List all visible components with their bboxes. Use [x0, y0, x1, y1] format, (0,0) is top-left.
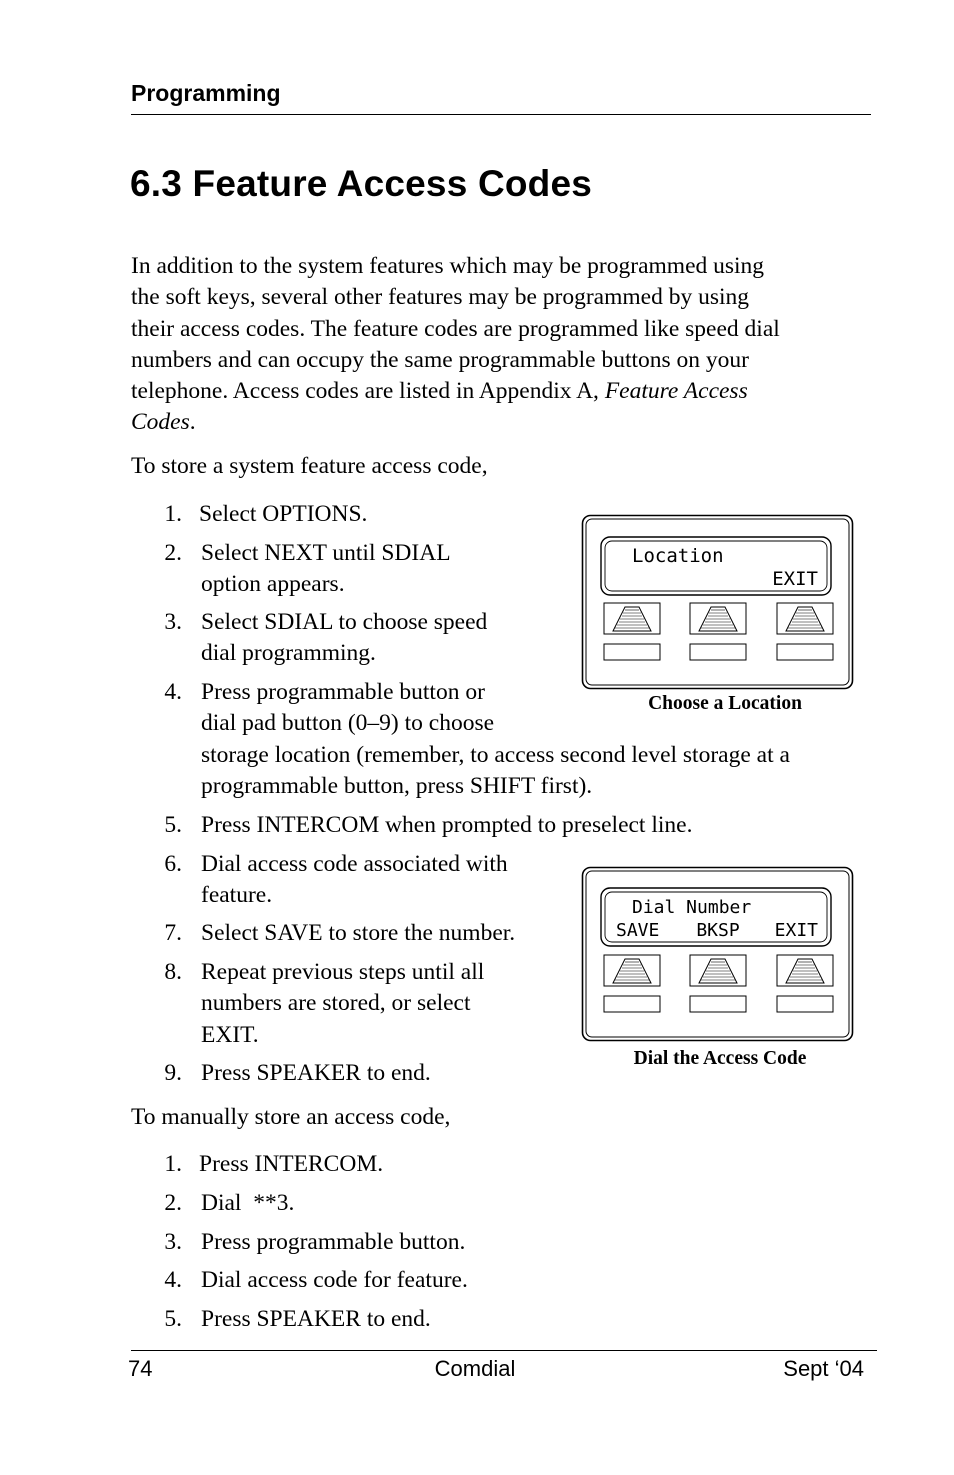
soft-key-2 — [690, 603, 746, 660]
phone-display-location-figure — [581, 514, 854, 690]
intro-line: the soft keys, several other features may be programmed by using — [131, 284, 749, 311]
list-item: 3. Press programmable button. — [164, 1229, 466, 1255]
manual-procedure-lead: To manually store an access code, — [131, 1104, 451, 1130]
intro-line: Codes. — [131, 409, 196, 436]
list-item: 1. Select OPTIONS. — [164, 501, 368, 527]
soft-key-1 — [604, 955, 660, 1012]
header-rule — [131, 114, 871, 115]
appendix-reference: Codes — [131, 409, 190, 436]
softkey-label-bksp: BKSP — [696, 920, 740, 941]
figure-caption: Choose a Location — [648, 693, 802, 714]
soft-key-1 — [604, 603, 660, 660]
footer-date: Sept ‘04 — [783, 1356, 864, 1381]
list-item: 7. Select SAVE to store the number. — [164, 920, 516, 946]
list-item: 3. Select SDIAL to choose speed dial programming. — [164, 609, 488, 667]
softkey-label-save: SAVE — [616, 920, 660, 941]
footer-rule — [131, 1350, 877, 1351]
footer-publisher: Comdial — [434, 1356, 516, 1381]
list-item: 4. Press programmable button or dial pad button (0–9) to choose storage location (remember, to access second level storage at a programmable button, press SHIFT first). — [164, 679, 790, 799]
appendix-reference: Feature Access — [604, 378, 748, 405]
display-line1: Dial Number — [632, 897, 752, 918]
intro-line: numbers and can occupy the same programmable buttons on your — [131, 346, 750, 373]
intro-line: their access codes. The feature codes are programmed like speed dial — [131, 315, 780, 342]
display-exit-label: EXIT — [772, 568, 818, 590]
system-procedure-lead: To store a system feature access code, — [131, 453, 488, 479]
list-item: 9. Press SPEAKER to end. — [164, 1060, 431, 1086]
section-header: Programming — [131, 80, 281, 106]
intro-line: telephone. Access codes are listed in Appendix A, Feature Access — [131, 378, 748, 405]
list-item: 6. Dial access code associated with feature. — [164, 851, 508, 909]
list-item: 2. Dial **3. — [164, 1190, 295, 1216]
softkey-label-exit: EXIT — [774, 920, 818, 941]
list-item: 4. Dial access code for feature. — [164, 1267, 468, 1293]
phone-display-dial-number-figure — [581, 866, 854, 1042]
intro-line: In addition to the system features which may be programmed using — [131, 253, 765, 279]
soft-key-3 — [777, 955, 833, 1012]
page-number: 74 — [128, 1356, 153, 1381]
list-item: 1. Press INTERCOM. — [164, 1151, 384, 1177]
display-line1: Location — [632, 545, 724, 567]
page-title: 6.3 Feature Access Codes — [130, 163, 593, 204]
figure-caption: Dial the Access Code — [633, 1048, 807, 1069]
list-item: 5. Press INTERCOM when prompted to preselect line. — [164, 812, 693, 838]
list-item: 2. Select NEXT until SDIAL option appears. — [164, 540, 451, 598]
soft-key-2 — [690, 955, 746, 1012]
intro-paragraph — [131, 251, 871, 439]
list-item: 5. Press SPEAKER to end. — [164, 1306, 431, 1332]
list-item: 8. Repeat previous steps until all numbers are stored, or select EXIT. — [164, 959, 485, 1048]
soft-key-3 — [777, 603, 833, 660]
